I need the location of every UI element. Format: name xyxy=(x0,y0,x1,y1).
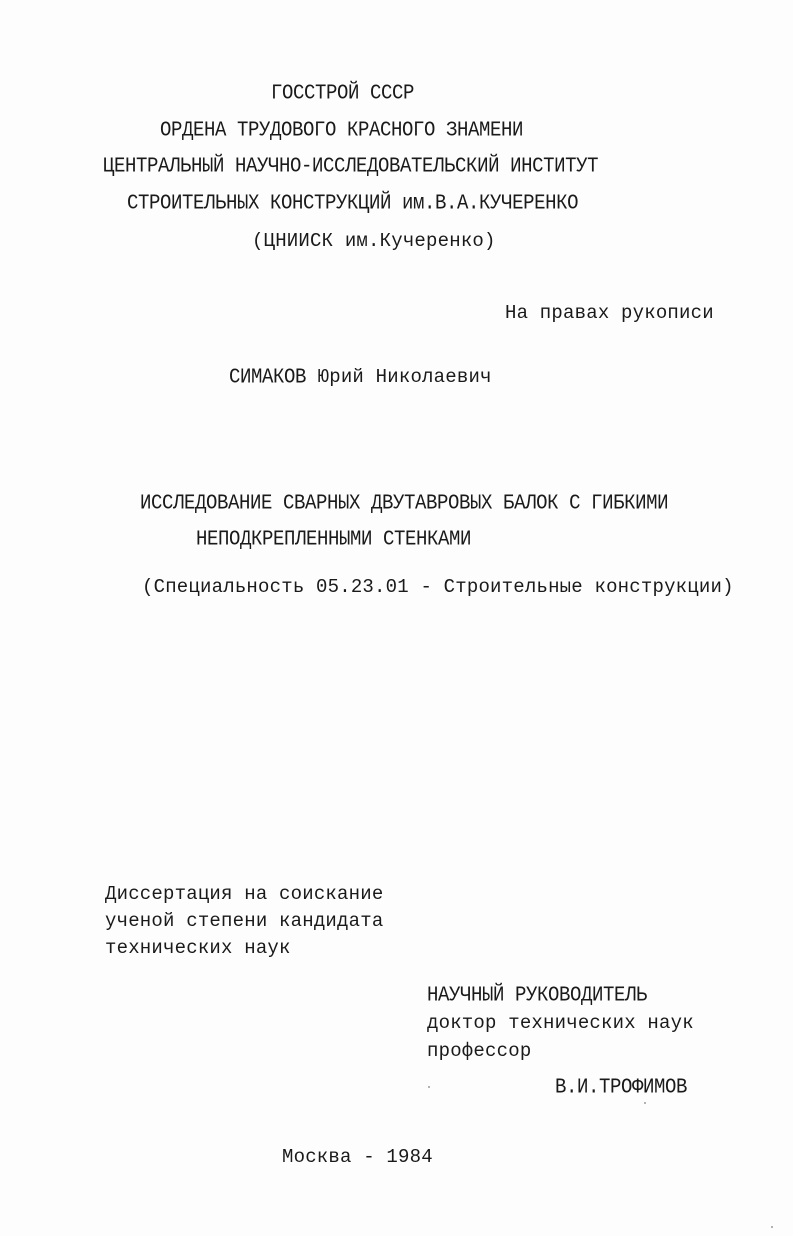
dissertation-line-1: Диссертация на соискание xyxy=(105,883,384,905)
dissertation-line-2: ученой степени кандидата xyxy=(105,910,384,932)
rights-note: На правах рукописи xyxy=(505,302,714,324)
supervisor-degree: доктор технических наук xyxy=(427,1012,694,1034)
supervisor-heading: НАУЧНЫЙ РУКОВОДИТЕЛЬ xyxy=(427,982,648,1008)
title-line-1: ИССЛЕДОВАНИЕ СВАРНЫХ ДВУТАВРОВЫХ БАЛОК С ГИБКИМИ xyxy=(140,490,669,516)
org-line-constructions: СТРОИТЕЛЬНЫХ КОНСТРУКЦИЙ им.В.А.КУЧЕРЕНКО xyxy=(127,190,579,216)
supervisor-rank: профессор xyxy=(427,1040,532,1062)
org-line-institute: ЦЕНТРАЛЬНЫЙ НАУЧНО-ИССЛЕДОВАТЕЛЬСКИЙ ИНСТИТУТ xyxy=(103,153,599,179)
scan-speck xyxy=(644,1102,646,1104)
org-line-gosstroy: ГОССТРОЙ СССР xyxy=(271,80,415,106)
author-surname: СИМАКОВ xyxy=(229,364,307,390)
org-line-order: ОРДЕНА ТРУДОВОГО КРАСНОГО ЗНАМЕНИ xyxy=(160,117,524,143)
dissertation-line-3: технических наук xyxy=(105,937,291,959)
author-name xyxy=(229,366,492,388)
scan-speck xyxy=(771,1226,773,1228)
org-short-name: (ЦНИИСК им.Кучеренко) xyxy=(252,230,496,252)
supervisor-name: В.И.ТРОФИМОВ xyxy=(555,1074,688,1100)
title-line-2: НЕПОДКРЕПЛЕННЫМИ СТЕНКАМИ xyxy=(196,526,472,552)
place-year: Москва - 1984 xyxy=(282,1146,433,1168)
specialty: (Специальность 05.23.01 - Строительные конструкции) xyxy=(142,576,734,598)
scan-speck xyxy=(428,1086,430,1088)
author-given-names: Юрий Николаевич xyxy=(317,366,492,388)
